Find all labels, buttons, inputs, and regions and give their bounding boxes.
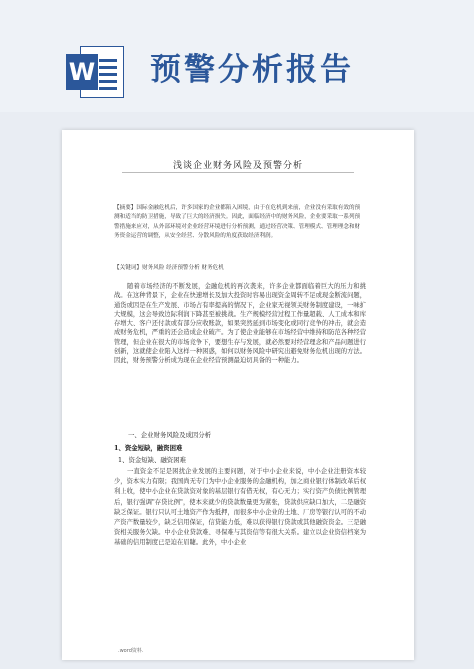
intro-paragraph <box>114 282 366 365</box>
keywords-label: 【关键词】 <box>114 265 142 271</box>
subsection-heading: 1、资金短缺，融资困难 <box>114 444 183 452</box>
word-logo-letter: W <box>66 54 98 90</box>
intro-text: 随着市场经济的不断发展，金融危机的再次袭来，许多企业都面临着巨大的压力和挑战。在这种背景下，企业在快速增长及加大投资时容易出现资金周转不足或现金断流问题，通货或因是在生产发展、市场占有率提高的情况下，企业家无视领关财务制度建设，一味扩大规模，这会导致边际利润下降甚至被挑战。生产规模经营过程工作量超载、人工成本和库存增大、客户还付款或有部分应收账款，如果突然延到市场变化或同行竞争的冲击，就会造成财务危机，严重的还会造成企业破产。为了使企业能够在市场经营中维持和防范各种经营管理，但企业在很大的市场竞争下，要想生存与发展，就必然要对经营理念和产品问题进行创新，这就使企业陷入这样一种困惑，如何以财务风险中研究出避免财务危机出现的方法。因此，财务预警分析成为现在企业经营预测最迫切具备的一种能力。 <box>114 283 366 364</box>
keywords-text: 财务风险 经济预警分析 财务危机 <box>141 265 224 271</box>
footer-note: .word资料. <box>118 648 144 654</box>
abstract-label: 【摘要】 <box>114 205 137 211</box>
banner-title: 预警分析报告 <box>150 52 354 88</box>
sub-subsection-heading: 1、资金短缺、融资困难 <box>118 456 186 464</box>
word-document-icon <box>66 44 124 100</box>
abstract <box>114 204 364 241</box>
body-paragraph-text: 一直资金不足是困扰企业发展的主要问题，对于中小企业来说，中小企业注册资本较少，资本实力有限；我国尚无专门为中小企业服务的金融机构，加之商业银行体制改革后权利上收，使中小企业在贷款资对象的基层银行有借无权，有心无力；实行资产负债比例管理后，银行强调"存贷比例"，使本来就少的贷款数量更为紧张，贷款供应缺口加大，二是融资缺乏保证。银行只认可土地资产作为抵押，而很多中小企业的土地、厂房等银行认可的不动产资产数量较少，缺乏信用保证，信贷能力低，难以获得银行贷款或其他融资资金。三是融资相关服务欠缺。中小企业贷款难、寻保难与其资信等有很大关系。建立以企业资信档案为基础的信用制度已是迫在眉睫。此外，中小企业 <box>114 468 366 547</box>
document-page <box>62 130 414 660</box>
document-title: 浅谈企业财务风险及预警分析 <box>172 161 303 171</box>
keywords <box>114 264 364 273</box>
abstract-text: 国际金融危机后，许多国家的企业都陷入困境，由于在危机到来前，企业没有采取有效的预测和适当的防卫措施，导致了巨大的经济损失。因此，面临经济中的财务风险，企业要采取一系列预警措施来应对，从外部环境对企业经营环境进行分析预测，通过经营决策、管理模式、管理理念和财务资金运营的调整，从安全经营、分散风险的角度获取经济利润。 <box>114 205 361 239</box>
banner <box>0 0 474 112</box>
body-paragraph <box>114 467 366 549</box>
section-heading: 一、企业财务风险及成因分析 <box>128 431 212 439</box>
title-divider <box>122 172 354 173</box>
